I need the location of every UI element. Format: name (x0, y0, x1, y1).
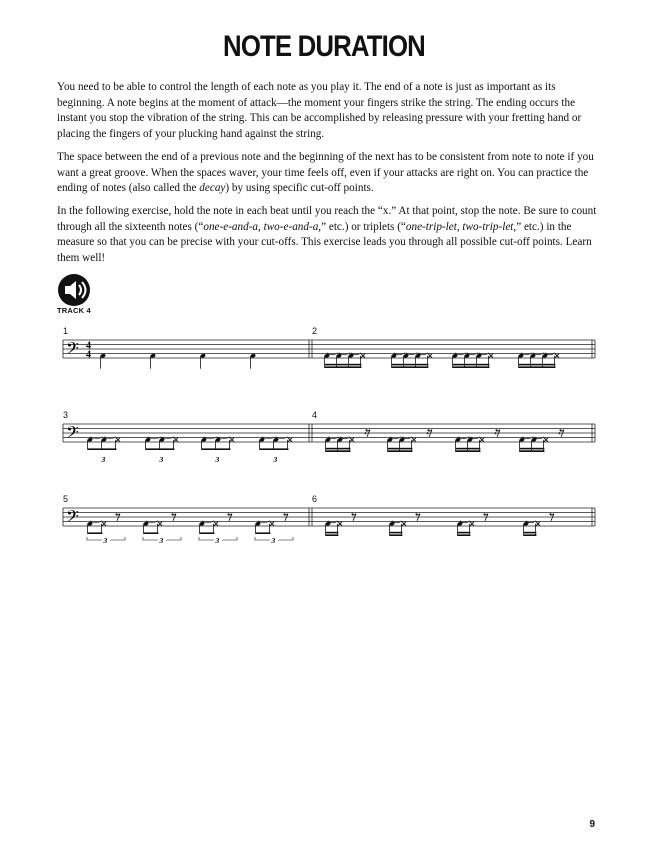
eighth-rest-dot (284, 513, 286, 515)
sixteenth-rest-dot (495, 432, 497, 434)
beam (146, 448, 175, 450)
eighth-rest-dot (352, 513, 354, 515)
x-notehead (102, 522, 106, 526)
eighth-rest-dot (484, 513, 486, 515)
beam (392, 364, 429, 366)
eighth-rest-dot (560, 429, 562, 431)
page-number: 9 (589, 819, 595, 830)
bass-clef: 𝄢 (66, 506, 79, 530)
measure-number: 5 (63, 494, 69, 504)
beam (325, 364, 362, 366)
paragraph-text: ) by using specific cut-off points. (225, 182, 374, 195)
beam (326, 450, 351, 452)
beam (88, 532, 103, 534)
x-notehead (350, 438, 354, 442)
beam (458, 534, 471, 536)
paragraph-text: In the following exercise, hold the note in each beat until you reach the “x.” At that point, stop the note. Be sure to count through all the sixteenth notes (“ (57, 205, 597, 233)
beam (519, 364, 556, 366)
x-notehead (544, 438, 548, 442)
beam (325, 366, 362, 368)
x-notehead (402, 522, 406, 526)
beam (458, 532, 471, 534)
tuplet-number: 3 (273, 455, 278, 464)
tuplet-number: 3 (215, 536, 220, 545)
beam (200, 532, 215, 534)
track-label: TRACK 4 (57, 306, 91, 315)
paragraph-text: You need to be able to control the length of each note as you play it. The end of a note is just as important as its beginning. A note begins at the moment of attack—the moment your fingers strike the string. The ending occurs the instant you stop the vibration of the string. This can be accomplished by releasing pressure with your fretting hand or placing the fingers of your plucking hand against the string. (57, 81, 582, 140)
beam (388, 448, 413, 450)
x-notehead (158, 522, 162, 526)
beam (456, 448, 481, 450)
paragraph-text: ” etc.) in the measure so that you can be precise with your cut-offs. This exercise leads you through all possible cut-off points. Learn them well! (57, 220, 592, 264)
beam (202, 448, 231, 450)
beam (326, 534, 339, 536)
x-notehead (214, 522, 218, 526)
emphasis-count-sixteenths: one-e-and-a, two-e-and-a, (203, 220, 322, 233)
measure-number: 3 (63, 410, 69, 420)
eighth-rest-dot (496, 429, 498, 431)
eighth-rest-dot (550, 513, 552, 515)
eighth-rest-dot (228, 513, 230, 515)
x-notehead (338, 522, 342, 526)
paragraph-text: ” etc.) or triplets (“ (321, 220, 406, 233)
page-title: NOTE DURATION (223, 30, 425, 63)
x-notehead (555, 354, 559, 358)
tuplet-number: 3 (103, 536, 108, 545)
eighth-rest-dot (116, 513, 118, 515)
tuplet-number: 3 (215, 455, 220, 464)
beam (453, 366, 490, 368)
beam (260, 448, 289, 450)
eighth-rest-dot (366, 429, 368, 431)
measure-number: 2 (312, 326, 318, 336)
measure-number: 1 (63, 326, 69, 336)
beam (326, 532, 339, 534)
beam (456, 450, 481, 452)
beam (256, 532, 271, 534)
bass-clef: 𝄢 (66, 338, 79, 362)
sixteenth-rest-dot (427, 432, 429, 434)
sixteenth-rest-dot (559, 432, 561, 434)
beam (524, 534, 537, 536)
measure-number: 4 (312, 410, 318, 420)
x-notehead (412, 438, 416, 442)
x-notehead (288, 438, 292, 442)
x-notehead (270, 522, 274, 526)
emphasis-count-triplets: one-trip-let, two-trip-let, (405, 220, 517, 233)
measure-number: 6 (312, 494, 318, 504)
beam (520, 450, 545, 452)
tuplet-number: 3 (159, 536, 164, 545)
x-notehead (230, 438, 234, 442)
beam (144, 532, 159, 534)
tuplet-number: 3 (271, 536, 276, 545)
paragraph-text: The space between the end of a previous note and the beginning of the next has to be consistent from note to note if you want a great groove. When the spaces waver, your time feels off, even if your attacks are right on. You can practice the ending of notes (also called the (57, 151, 594, 195)
x-notehead (489, 354, 493, 358)
tuplet-number: 3 (159, 455, 164, 464)
emphasis-decay: decay (199, 182, 226, 195)
beam (88, 448, 117, 450)
beam (390, 532, 403, 534)
beam (519, 366, 556, 368)
x-notehead (428, 354, 432, 358)
x-notehead (536, 522, 540, 526)
x-notehead (480, 438, 484, 442)
x-notehead (470, 522, 474, 526)
x-notehead (361, 354, 365, 358)
tuplet-number: 3 (101, 455, 106, 464)
beam (524, 532, 537, 534)
eighth-rest-dot (428, 429, 430, 431)
beam (392, 366, 429, 368)
beam (326, 448, 351, 450)
eighth-rest-dot (172, 513, 174, 515)
eighth-rest-dot (416, 513, 418, 515)
beam (520, 448, 545, 450)
bass-clef: 𝄢 (66, 422, 79, 446)
beam (390, 534, 403, 536)
beam (453, 364, 490, 366)
sixteenth-rest-dot (365, 432, 367, 434)
time-signature-bottom: 4 (86, 349, 91, 361)
x-notehead (174, 438, 178, 442)
x-notehead (116, 438, 120, 442)
beam (388, 450, 413, 452)
time-signature-top: 4 (86, 340, 91, 352)
